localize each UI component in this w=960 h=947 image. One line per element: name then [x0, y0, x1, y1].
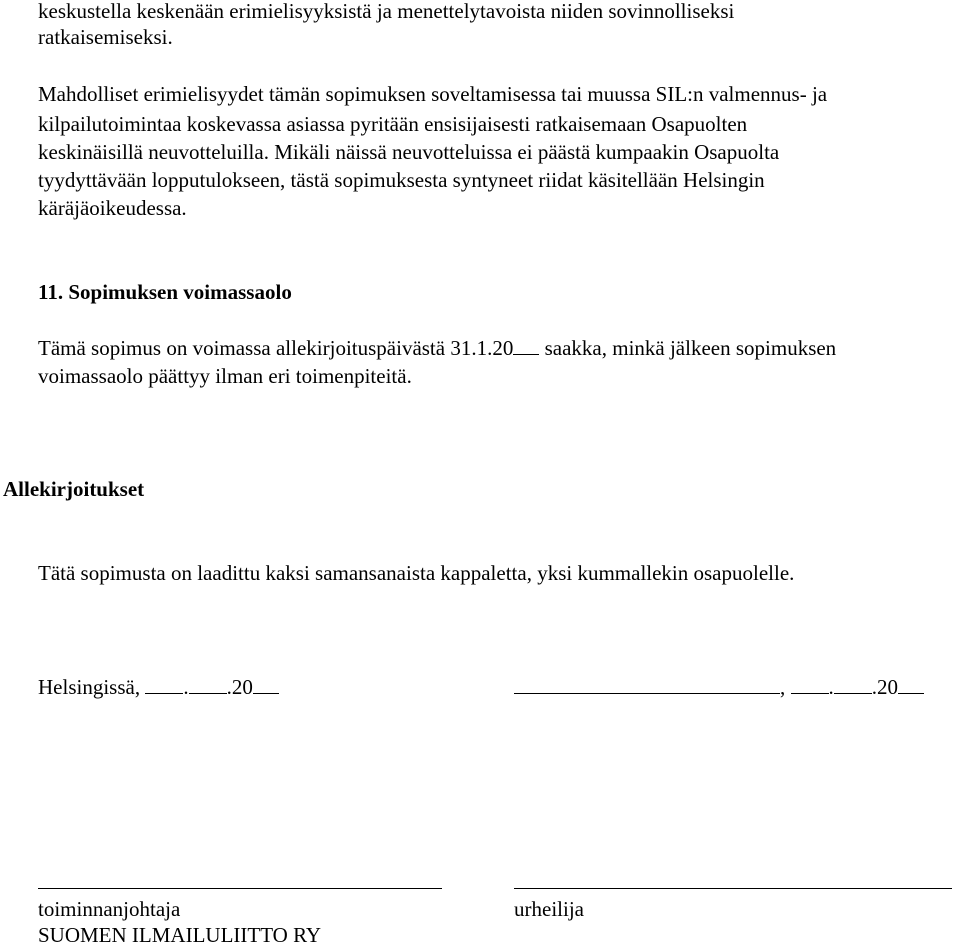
copies-statement: Tätä sopimusta on laadittu kaksi samansanaista kappaletta, yksi kummallekin osapuolelle.: [38, 561, 795, 585]
comma: ,: [780, 675, 791, 699]
signatures-heading: Allekirjoitukset: [3, 477, 145, 501]
date-separator: .: [183, 675, 189, 699]
signer-title-left: toiminnanjohtaja: [38, 897, 181, 921]
paragraph-line: tyydyttävään lopputulokseen, tästä sopimuksesta syntyneet riidat käsitellään Helsingin: [38, 168, 765, 192]
validity-text-after: saakka, minkä jälkeen sopimuksen: [539, 336, 837, 360]
month-blank: [189, 675, 227, 694]
year-blank: [253, 675, 279, 694]
validity-text-before: Tämä sopimus on voimassa allekirjoituspäivästä 31.1.20: [38, 336, 514, 360]
paragraph-line: keskinäisillä neuvotteluilla. Mikäli näissä neuvotteluissa ei päästä kumpaakin Osapuolta: [38, 140, 780, 164]
place-date-left: [38, 675, 279, 699]
year-blank: [513, 336, 539, 355]
month-blank: [834, 675, 872, 694]
signature-line-right: [514, 888, 952, 889]
validity-line-1: [38, 336, 836, 360]
place-blank: [514, 675, 780, 694]
signer-title-right: urheilija: [514, 897, 584, 921]
place-date-right: [514, 675, 924, 699]
paragraph-line: kilpailutoimintaa koskevassa asiassa pyritään ensisijaisesti ratkaisemaan Osapuolten: [38, 112, 748, 136]
year-blank: [898, 675, 924, 694]
validity-line-2: voimassaolo päättyy ilman eri toimenpiteitä.: [38, 364, 412, 388]
place-label: Helsingissä,: [38, 675, 146, 699]
paragraph-line: Mahdolliset erimielisyydet tämän sopimuksen soveltamisessa tai muussa SIL:n valmennus- ja: [38, 82, 828, 106]
day-blank: [145, 675, 183, 694]
date-separator: .: [828, 675, 834, 699]
section-heading: 11. Sopimuksen voimassaolo: [38, 280, 292, 304]
year-prefix: .20: [871, 675, 898, 699]
day-blank: [791, 675, 829, 694]
paragraph-line: ratkaisemiseksi.: [38, 25, 173, 49]
year-prefix: .20: [226, 675, 253, 699]
paragraph-line: keskustella keskenään erimielisyyksistä ja menettelytavoista niiden sovinnolliseksi: [38, 0, 735, 23]
signer-org-left: SUOMEN ILMAILULIITTO RY: [38, 923, 322, 947]
paragraph-line: käräjäoikeudessa.: [38, 196, 187, 220]
signature-line-left: [38, 888, 442, 889]
